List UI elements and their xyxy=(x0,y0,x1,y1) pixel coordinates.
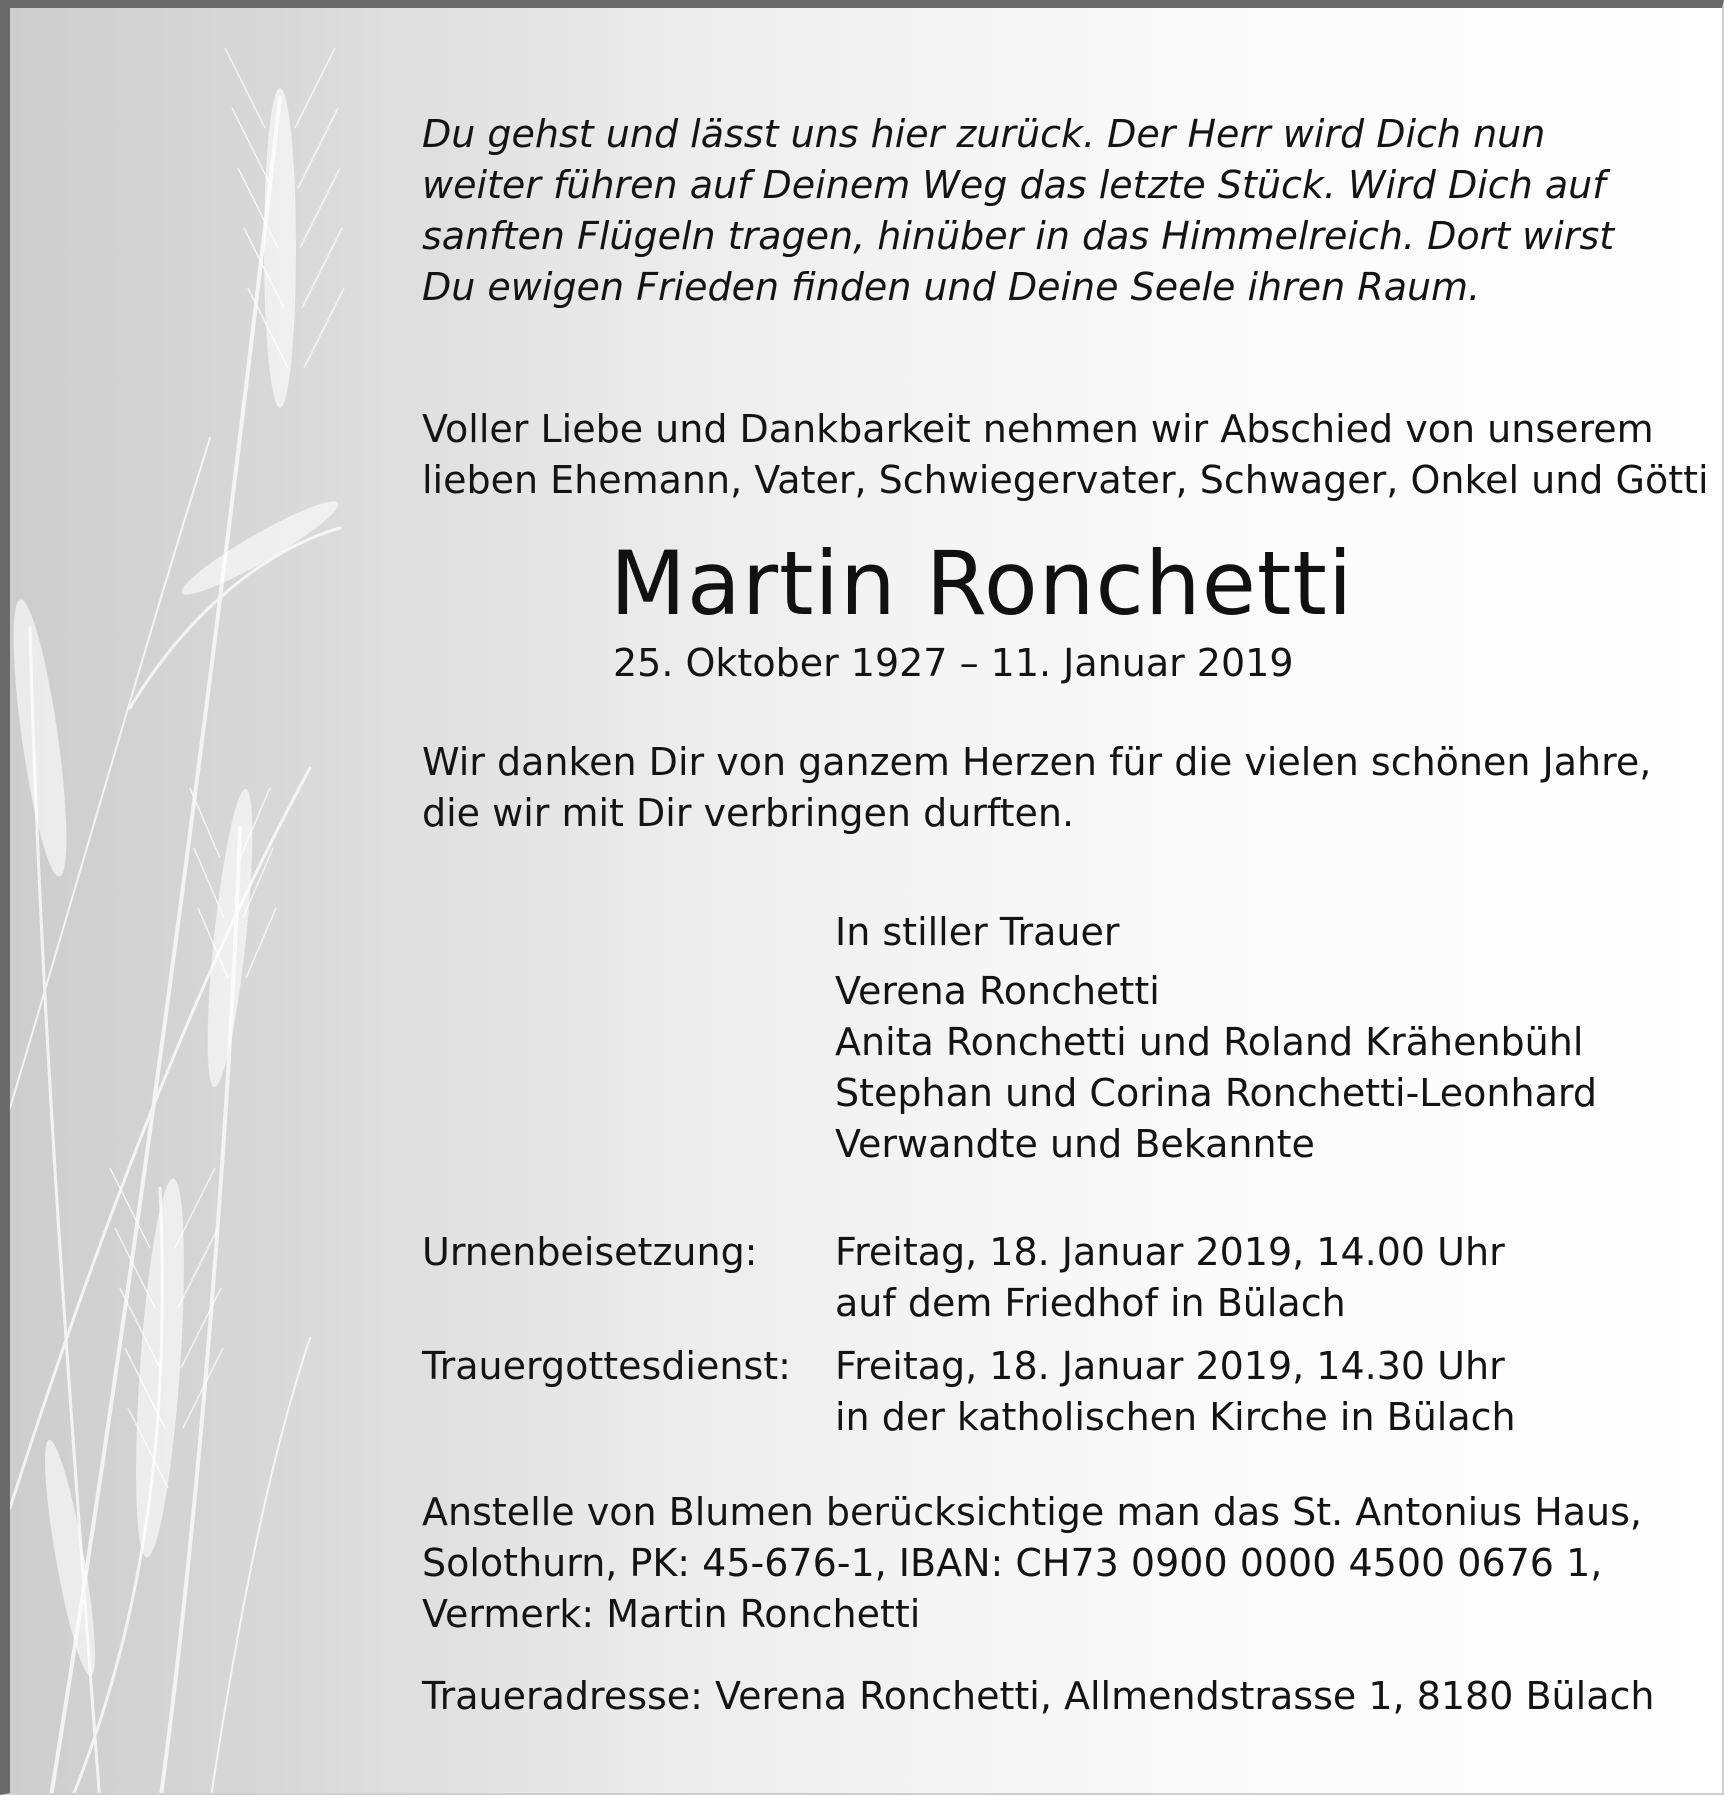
poem-line: weiter führen auf Deinem Weg das letzte Stück. Wird Dich auf xyxy=(422,163,1606,207)
poem-line: sanften Flügeln tragen, hinüber in das Himmelreich. Dort wirst xyxy=(422,214,1615,258)
intro-line: lieben Ehemann, Vater, Schwiegervater, Schwager, Onkel und Götti xyxy=(422,458,1709,502)
event-location: auf dem Friedhof in Bülach xyxy=(835,1281,1346,1325)
event-location: in der katholischen Kirche in Bülach xyxy=(835,1395,1516,1439)
life-dates: 25. Oktober 1927 – 11. Januar 2019 xyxy=(613,641,1294,685)
intro-line: Voller Liebe und Dankbarkeit nehmen wir Abschied von unserem xyxy=(422,407,1654,451)
poem-line: Du gehst und lässt uns hier zurück. Der Herr wird Dich nun xyxy=(422,112,1546,156)
thanks-line: Wir danken Dir von ganzem Herzen für die vielen schönen Jahre, xyxy=(422,740,1652,784)
event-label: Urnenbeisetzung: xyxy=(422,1230,758,1274)
donation-line: Solothurn, PK: 45-676-1, IBAN: CH73 0900 0000 4500 0676 1, xyxy=(422,1541,1603,1585)
event-datetime: Freitag, 18. Januar 2019, 14.00 Uhr xyxy=(835,1230,1505,1274)
donation-line: Vermerk: Martin Ronchetti xyxy=(422,1592,921,1636)
mourner-name: Verena Ronchetti xyxy=(835,969,1160,1013)
mourning-address: Traueradresse: Verena Ronchetti, Allmendstrasse 1, 8180 Bülach xyxy=(422,1674,1655,1718)
event-detail xyxy=(835,1341,1516,1443)
donation-note xyxy=(422,1487,1682,1640)
mourner-name: Verwandte und Bekannte xyxy=(835,1122,1315,1166)
mourners-heading: In stiller Trauer xyxy=(835,910,1120,954)
thanks-line: die wir mit Dir verbringen durften. xyxy=(422,791,1075,835)
event-detail xyxy=(835,1227,1505,1329)
poem-block xyxy=(422,109,1682,313)
donation-line: Anstelle von Blumen berücksichtige man das St. Antonius Haus, xyxy=(422,1490,1642,1534)
deceased-name: Martin Ronchetti xyxy=(610,532,1354,635)
mourners-block xyxy=(835,907,1597,1170)
event-datetime: Freitag, 18. Januar 2019, 14.30 Uhr xyxy=(835,1344,1505,1388)
event-label: Trauergottesdienst: xyxy=(422,1344,791,1388)
farewell-intro xyxy=(422,404,1709,506)
mourner-name: Stephan und Corina Ronchetti-Leonhard xyxy=(835,1071,1597,1115)
thanks-block xyxy=(422,737,1682,839)
poem-line: Du ewigen Frieden finden und Deine Seele ihren Raum. xyxy=(422,265,1481,309)
mourner-name: Anita Ronchetti und Roland Krähenbühl xyxy=(835,1020,1584,1064)
